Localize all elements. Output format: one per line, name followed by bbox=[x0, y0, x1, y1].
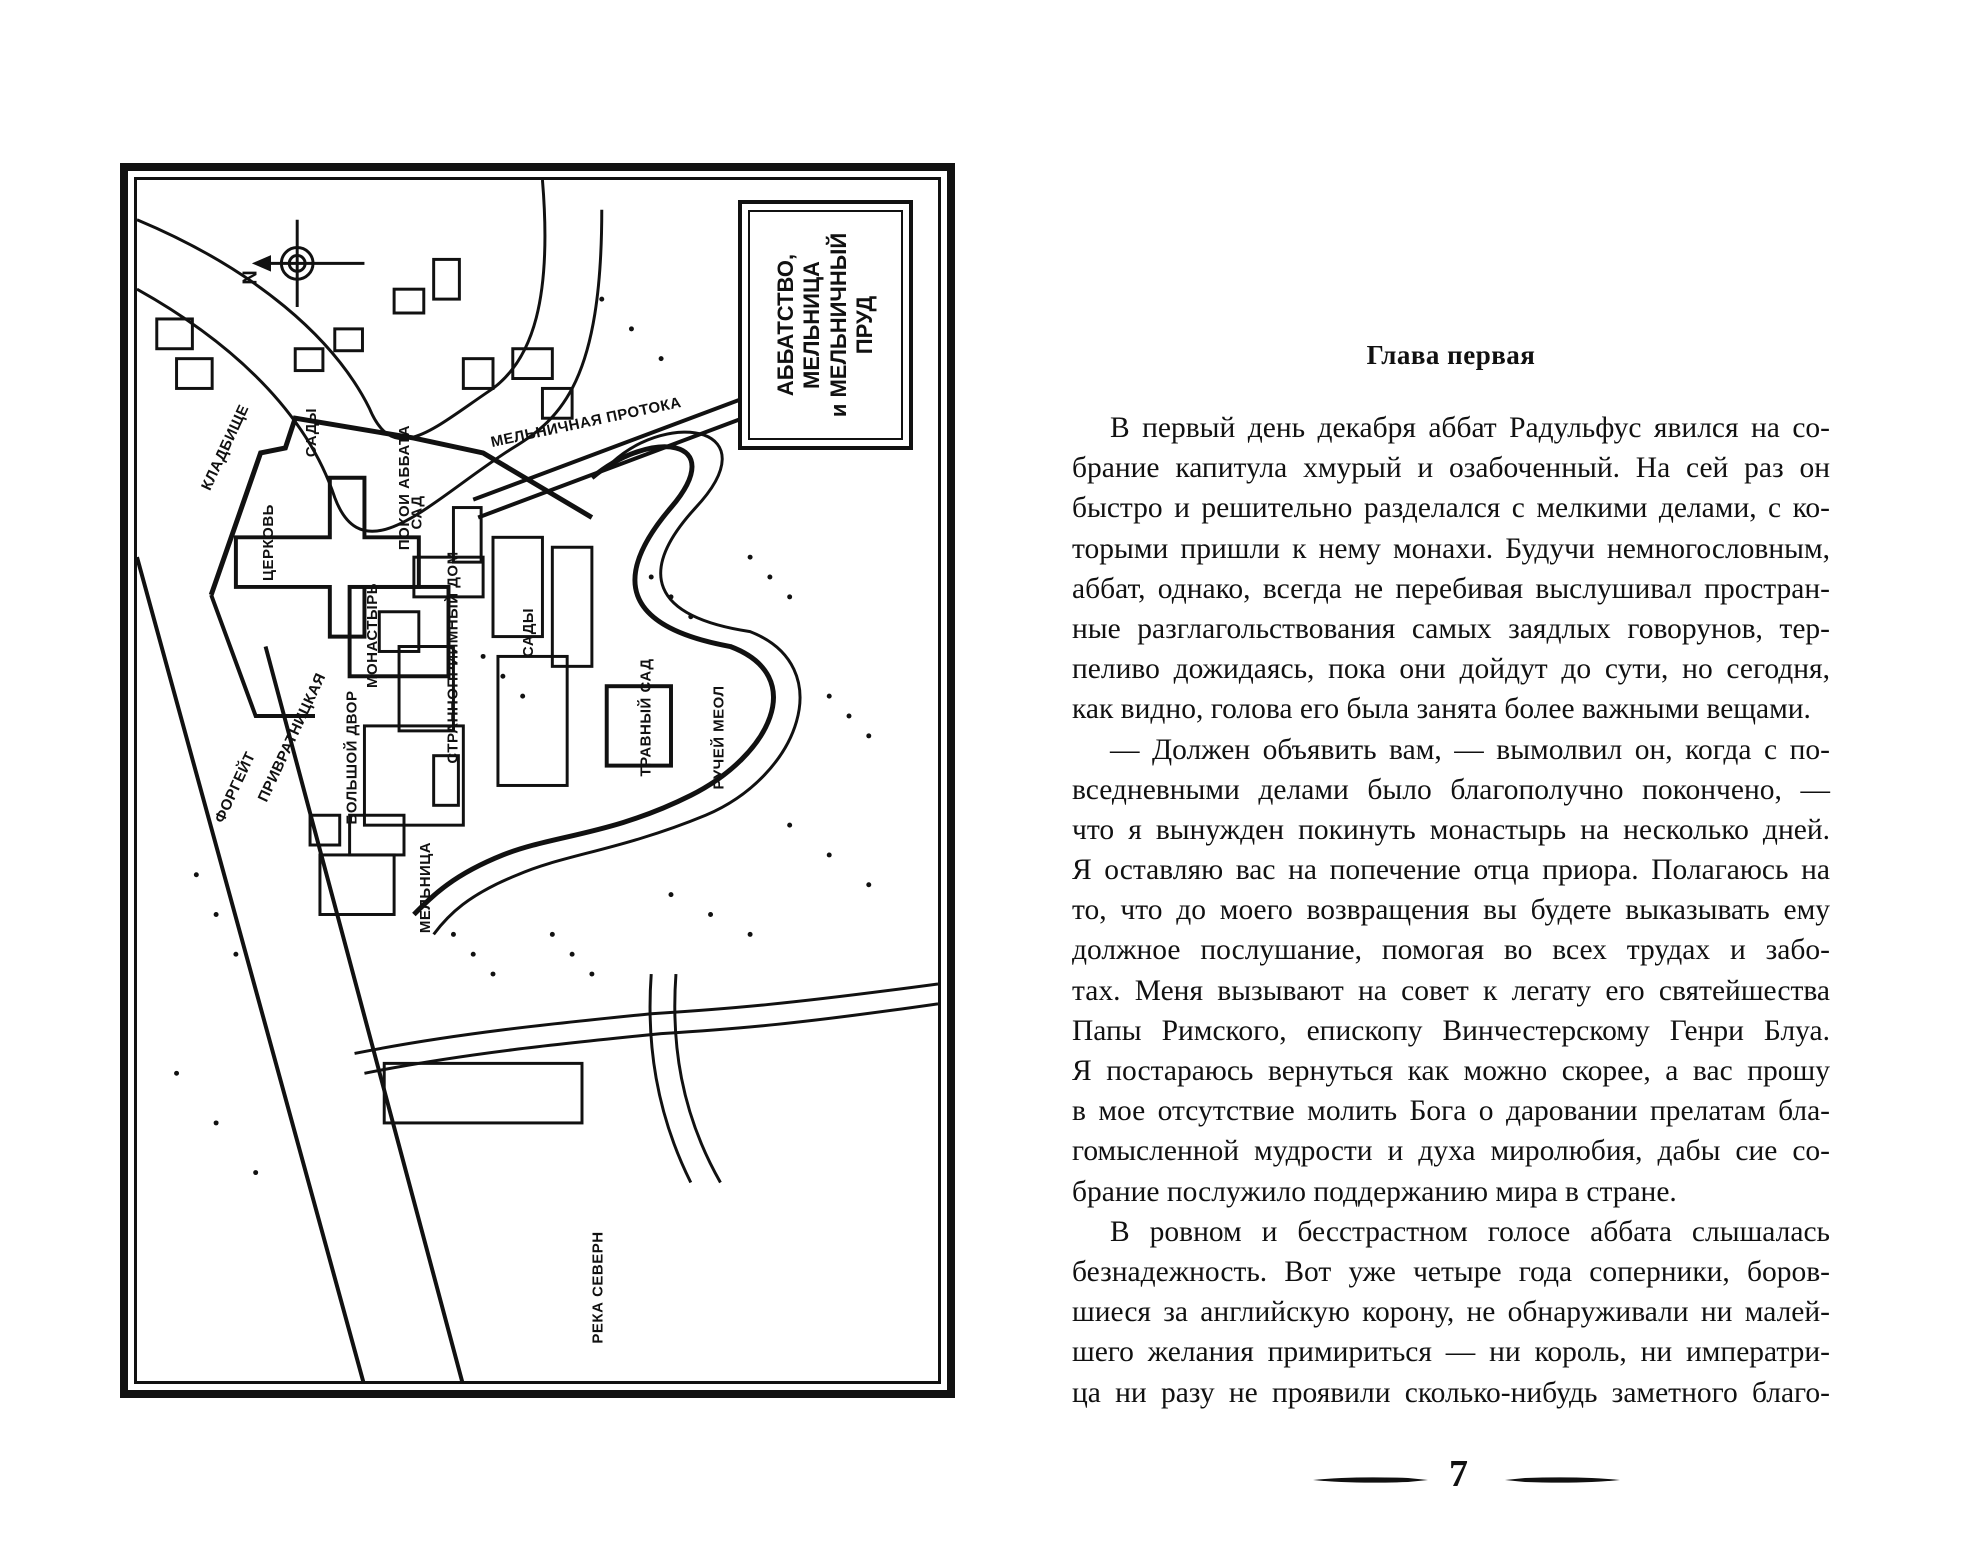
map-label-herb-garden: ТРАВНЫЙ САД bbox=[637, 658, 655, 777]
map-title-line: и МЕЛЬНИЧНЫЙ ПРУД bbox=[825, 232, 877, 418]
text-line: брание послужило поддержанию мира в стране. bbox=[1072, 1175, 1677, 1208]
text-line: гомысленной мудрости и духа миролюбия, дабы сие со- bbox=[1072, 1135, 1830, 1168]
map-label-gatehouse: ПРИВРАТНИЦКАЯ bbox=[254, 670, 330, 805]
map-label-guest-house: СТРАННОПРИИМНЫЙ ДОМ bbox=[444, 551, 462, 764]
map-label-mill-channel: МЕЛЬНИЧНАЯ ПРОТОКА bbox=[489, 393, 683, 452]
text-line: пеливо дожидаясь, пока они дойдут до сути, но сегодня, bbox=[1072, 653, 1830, 686]
chapter-text bbox=[1072, 340, 1830, 1413]
page-ornament-right bbox=[1505, 1474, 1620, 1486]
text-line: шего желания примириться — ни король, ни императри- bbox=[1072, 1336, 1830, 1369]
map-label-gardens-top: САДЫ bbox=[303, 407, 321, 458]
map-label-abbot-lodging: ПОКОИ АББАТА bbox=[396, 424, 414, 551]
text-line: безнадежность. Вот уже четыре года соперники, боров- bbox=[1072, 1255, 1830, 1288]
text-line: Я оставляю вас на попечение отца приора. Полагаюсь на bbox=[1072, 854, 1830, 887]
text-line: Папы Римского, епископу Винчестерскому Генри Блуа. bbox=[1072, 1014, 1830, 1047]
chapter-title: Глава первая bbox=[1366, 340, 1536, 370]
text-line: в мое отсутствие молить Бога о даровании прелатам бла- bbox=[1072, 1095, 1830, 1128]
map-label-severn-river: РЕКА СЕВЕРН bbox=[589, 1231, 607, 1344]
text-line: ца ни разу не проявили сколько-нибудь заметного благо- bbox=[1072, 1376, 1830, 1409]
text-line: В первый день декабря аббат Радульфус явился на со- bbox=[1110, 412, 1830, 444]
text-line: должное послушание, помогая во всех трудах и забо- bbox=[1072, 934, 1830, 967]
page-number: 7 bbox=[1449, 1453, 1468, 1495]
map-title-line: МЕЛЬНИЦА bbox=[799, 261, 825, 389]
map-label-monastery: МОНАСТЫРЬ bbox=[364, 582, 382, 689]
map-label-garden-small: САД bbox=[408, 495, 426, 530]
text-line: то, что до моего возвращения вы будете выказывать ему bbox=[1072, 894, 1830, 927]
text-line: вседневными делами было благополучно покончено, — bbox=[1072, 773, 1830, 806]
text-line: как видно, голова его была занята более важными вещами. bbox=[1072, 693, 1811, 726]
map-title-box bbox=[738, 200, 913, 450]
text-line: шиеся за английскую корону, не обнаруживали ни малей- bbox=[1072, 1296, 1830, 1329]
text-line: аббат, однако, всегда не перебивая выслушивал простран- bbox=[1072, 572, 1830, 605]
text-line: — Должен объявить вам, — вымолвил он, когда с по- bbox=[1110, 733, 1830, 766]
map-label-gardens-mid: САДЫ bbox=[520, 607, 538, 658]
text-line: тах. Меня вызывают на совет к легату его святейшества bbox=[1072, 974, 1830, 1007]
text-line: Я постараюсь вернуться как можно скорее, а вас прошу bbox=[1072, 1055, 1830, 1087]
map-title bbox=[773, 210, 879, 440]
text-line: брание капитула хмурый и озабоченный. На сей раз он bbox=[1072, 452, 1830, 485]
map-label-mill: МЕЛЬНИЦА bbox=[417, 841, 435, 934]
page-ornament-left bbox=[1313, 1474, 1428, 1486]
map-label-cemetery: КЛАДБИЩЕ bbox=[198, 401, 253, 494]
abbey-map bbox=[120, 163, 955, 1398]
text-line: что я вынужден покинуть монастырь на несколько дней. bbox=[1072, 813, 1830, 846]
compass-north-label: N bbox=[239, 270, 262, 285]
text-line: быстро и решительно разделался с мелкими делами, с ко- bbox=[1072, 492, 1830, 525]
text-line: торыми пришли к нему монахи. Будучи немногословным, bbox=[1072, 532, 1830, 565]
text-line: В ровном и бесстрастном голосе аббата слышалась bbox=[1110, 1215, 1830, 1248]
text-line: ные разглагольствования самых заядлых говорунов, тер- bbox=[1072, 612, 1830, 645]
map-area bbox=[134, 177, 941, 1384]
map-label-church: ЦЕРКОВЬ bbox=[259, 504, 277, 581]
map-label-great-court: БОЛЬШОЙ ДВОР bbox=[343, 690, 361, 825]
map-label-foregate: ФОРГЕЙТ bbox=[211, 749, 260, 826]
map-label-meole-brook: РУЧЕЙ МЕОЛ bbox=[710, 685, 728, 790]
map-title-line: АББАТСТВО, bbox=[772, 253, 798, 397]
